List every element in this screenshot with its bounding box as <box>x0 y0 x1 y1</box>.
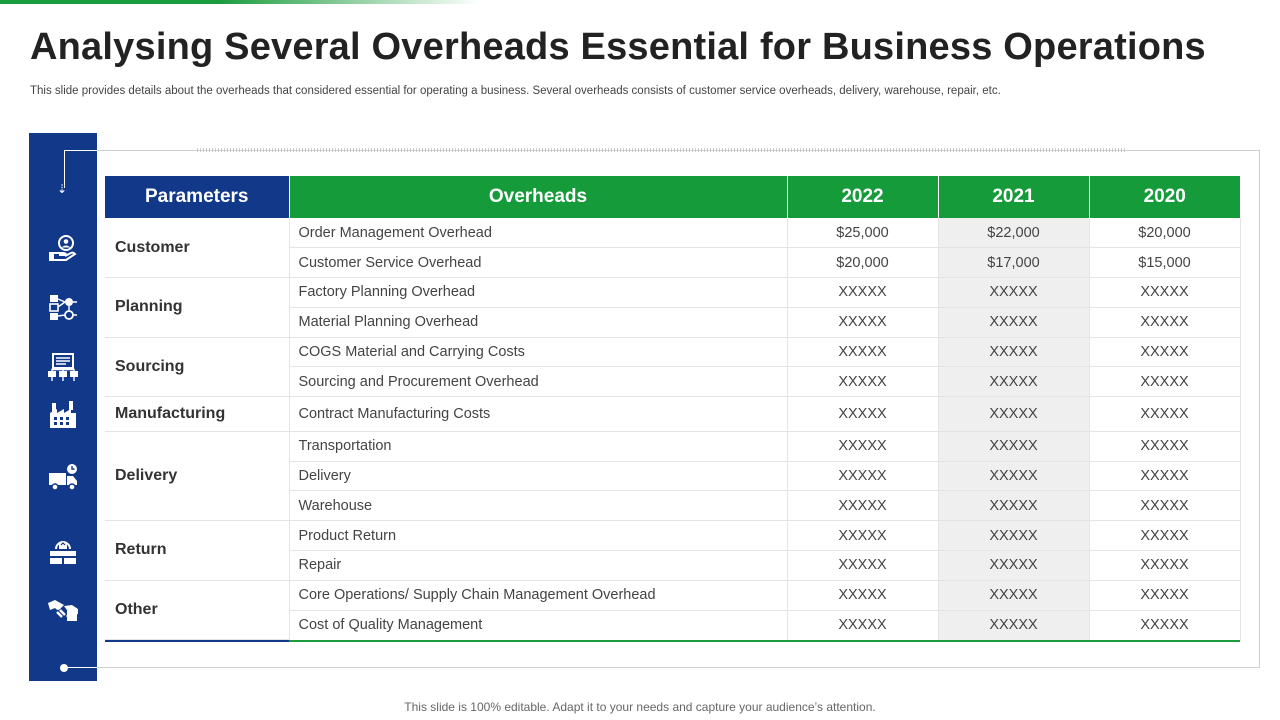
value-2022: XXXXX <box>787 278 938 308</box>
param-manufacturing: Manufacturing <box>105 397 289 432</box>
value-2020: XXXXX <box>1089 521 1240 551</box>
footer-note: This slide is 100% editable. Adapt it to your needs and capture your audience’s attention. <box>404 700 876 714</box>
factory-icon <box>44 399 82 431</box>
value-2020: XXXXX <box>1089 397 1240 432</box>
value-2022: XXXXX <box>787 307 938 337</box>
overhead-cell: Sourcing and Procurement Overhead <box>289 367 787 397</box>
sidebar-end-line <box>66 667 98 668</box>
product-return-icon <box>44 536 82 568</box>
value-2020: XXXXX <box>1089 431 1240 461</box>
value-2021: $22,000 <box>938 218 1089 248</box>
handshake-icon <box>44 594 82 626</box>
value-2021: XXXXX <box>938 307 1089 337</box>
value-2020: XXXXX <box>1089 491 1240 521</box>
hand-user-icon <box>44 233 82 265</box>
table-row <box>105 397 1240 432</box>
value-2022: XXXXX <box>787 337 938 367</box>
overhead-cell: Customer Service Overhead <box>289 248 787 278</box>
overhead-cell: Order Management Overhead <box>289 218 787 248</box>
sidebar-connector-line-horizontal <box>64 150 98 151</box>
value-2020: XXXXX <box>1089 278 1240 308</box>
param-return: Return <box>105 521 289 581</box>
value-2020: XXXXX <box>1089 461 1240 491</box>
param-delivery: Delivery <box>105 431 289 520</box>
value-2020: $20,000 <box>1089 218 1240 248</box>
overhead-cell: Delivery <box>289 461 787 491</box>
value-2020: XXXXX <box>1089 610 1240 640</box>
value-2021: XXXXX <box>938 337 1089 367</box>
header-overheads: Overheads <box>289 176 787 218</box>
overhead-cell: Core Operations/ Supply Chain Management Overhead <box>289 580 787 610</box>
overheads-table <box>105 176 1241 640</box>
param-customer: Customer <box>105 218 289 278</box>
table-header-row <box>105 176 1240 218</box>
page-subtitle: This slide provides details about the overheads that considered essential for operating a business. Several overheads consists of customer service overheads, delivery, warehouse, repair, etc. <box>30 85 1001 97</box>
table-row <box>105 218 1240 248</box>
overhead-cell: COGS Material and Carrying Costs <box>289 337 787 367</box>
value-2021: XXXXX <box>938 278 1089 308</box>
overhead-cell: Repair <box>289 550 787 580</box>
param-planning: Planning <box>105 278 289 338</box>
value-2022: XXXXX <box>787 550 938 580</box>
value-2021: XXXXX <box>938 397 1089 432</box>
header-2021: 2021 <box>938 176 1089 218</box>
value-2021: XXXXX <box>938 610 1089 640</box>
value-2020: $15,000 <box>1089 248 1240 278</box>
value-2020: XXXXX <box>1089 550 1240 580</box>
overhead-cell: Product Return <box>289 521 787 551</box>
table-row <box>105 521 1240 551</box>
value-2020: XXXXX <box>1089 307 1240 337</box>
header-2020: 2020 <box>1089 176 1240 218</box>
overhead-cell: Warehouse <box>289 491 787 521</box>
value-2022: XXXXX <box>787 461 938 491</box>
value-2021: XXXXX <box>938 550 1089 580</box>
table-bottom-rule-blue <box>105 640 289 642</box>
table-row <box>105 337 1240 367</box>
header-2022: 2022 <box>787 176 938 218</box>
computer-network-icon <box>44 352 82 384</box>
value-2021: XXXXX <box>938 491 1089 521</box>
table-bottom-rule-green <box>289 640 1240 642</box>
overhead-cell: Contract Manufacturing Costs <box>289 397 787 432</box>
value-2021: XXXXX <box>938 580 1089 610</box>
value-2022: $25,000 <box>787 218 938 248</box>
table-row <box>105 580 1240 610</box>
value-2022: XXXXX <box>787 431 938 461</box>
value-2020: XXXXX <box>1089 367 1240 397</box>
overhead-cell: Cost of Quality Management <box>289 610 787 640</box>
value-2021: $17,000 <box>938 248 1089 278</box>
top-accent-bar <box>0 0 480 4</box>
value-2021: XXXXX <box>938 431 1089 461</box>
value-2022: XXXXX <box>787 367 938 397</box>
page-title: Analysing Several Overheads Essential for Business Operations <box>30 26 1206 68</box>
down-arrow-icon: ⇣ <box>57 182 68 196</box>
value-2020: XXXXX <box>1089 337 1240 367</box>
param-sourcing: Sourcing <box>105 337 289 397</box>
value-2020: XXXXX <box>1089 580 1240 610</box>
table-row <box>105 278 1240 308</box>
header-parameters: Parameters <box>105 176 289 218</box>
value-2021: XXXXX <box>938 521 1089 551</box>
overhead-cell: Factory Planning Overhead <box>289 278 787 308</box>
value-2022: XXXXX <box>787 521 938 551</box>
delivery-truck-icon <box>44 462 82 494</box>
value-2022: $20,000 <box>787 248 938 278</box>
planning-network-icon <box>44 292 82 324</box>
value-2021: XXXXX <box>938 367 1089 397</box>
param-other: Other <box>105 580 289 640</box>
overhead-cell: Material Planning Overhead <box>289 307 787 337</box>
value-2022: XXXXX <box>787 491 938 521</box>
value-2022: XXXXX <box>787 580 938 610</box>
value-2022: XXXXX <box>787 610 938 640</box>
dotted-divider <box>197 148 1125 152</box>
table-row <box>105 431 1240 461</box>
overhead-cell: Transportation <box>289 431 787 461</box>
value-2022: XXXXX <box>787 397 938 432</box>
value-2021: XXXXX <box>938 461 1089 491</box>
sidebar-end-dot <box>60 664 68 672</box>
